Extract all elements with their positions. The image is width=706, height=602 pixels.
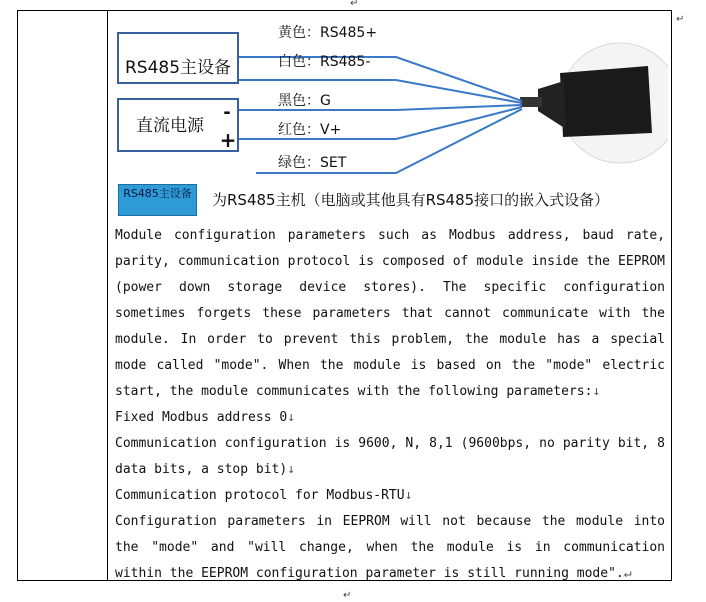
paragraph-mark-right: ↵: [676, 15, 685, 26]
body-paragraph-2: Configuration parameters in EEPROM will not because the module into the "mode" and "will change, when the module is in communication within the EEPROM configuration parameter is still running mode".↵: [115, 514, 665, 581]
wire-label-black: 黑色：G: [278, 93, 331, 109]
power-minus-sign: -: [223, 102, 231, 123]
wire-label-yellow: 黄色：RS485+: [278, 25, 378, 41]
caption-text: 为RS485主机（电脑或其他具有RS485接口的嵌入式设备）: [212, 191, 610, 209]
paragraph-mark-bottom: ↵: [343, 591, 352, 602]
wire-label-red: 红色：V+: [278, 122, 342, 138]
wire-label-white: 白色：RS485-: [278, 54, 371, 70]
wiring-diagram: [108, 11, 668, 181]
body-line-config: Communication configuration is 9600, N, 8,1 (9600bps, no parity bit, 8 data bits, a stop bit)↓: [115, 436, 665, 477]
wire-label-green: 绿色：SET: [278, 155, 347, 171]
power-box-label: 直流电源: [136, 116, 204, 136]
document-table: [17, 10, 672, 581]
body-line-address: Fixed Modbus address 0↓: [115, 410, 296, 425]
body-text: [115, 223, 665, 587]
caption-row: [118, 181, 658, 217]
device-box-label: RS485主设备: [124, 58, 232, 78]
host-box: RS485主设备: [118, 184, 197, 216]
sensor-plug: [520, 66, 652, 137]
power-plus-sign: +: [219, 128, 237, 152]
body-paragraph-1: Module configuration parameters such as Modbus address, baud rate, parity, communication protocol is composed of module inside the EEPROM (power down storage device stores). The specific configuration sometimes forgets these parameters that cannot communicate with the module. In order to prevent this problem, the module has a special mode called "mode". When the module is based on the "mode" electric start, the module communicates with the following parameters:↓: [115, 228, 665, 399]
content-cell: [108, 11, 671, 580]
body-line-protocol: Communication protocol for Modbus-RTU↓: [115, 488, 413, 503]
paragraph-mark-top: ↵: [350, 0, 359, 10]
